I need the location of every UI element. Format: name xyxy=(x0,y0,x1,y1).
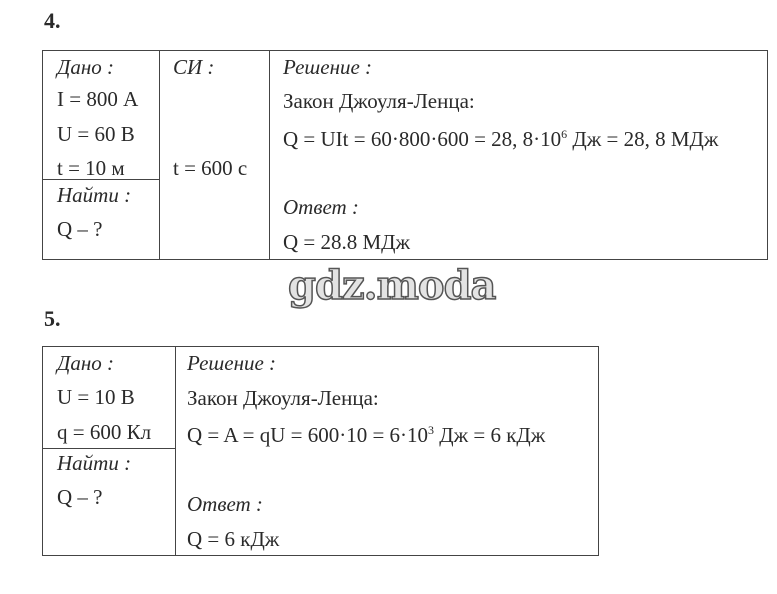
si-label: СИ : xyxy=(173,55,215,79)
solution-label: Решение : xyxy=(283,55,373,79)
given-item: I = 800 А xyxy=(57,87,139,111)
answer-label: Ответ : xyxy=(283,195,359,219)
answer-value: Q = 28.8 МДж xyxy=(283,230,411,254)
problem-4-number: 4. xyxy=(44,8,61,33)
divider xyxy=(269,51,270,259)
divider xyxy=(175,347,176,555)
formula xyxy=(283,128,718,150)
problem-5-number: 5. xyxy=(44,306,61,331)
given-label: Дано : xyxy=(57,55,115,79)
formula-main: Q = UIt = 60·800·600 = 28, 8·10 xyxy=(283,127,562,151)
problem-5-table xyxy=(42,346,599,556)
formula-result: Дж = 28, 8 МДж xyxy=(567,127,719,151)
formula-exponent: 6 xyxy=(561,127,568,141)
given-label: Дано : xyxy=(57,351,115,375)
watermark-logo: gdz.moda xyxy=(288,262,496,309)
given-item: q = 600 Кл xyxy=(57,420,152,444)
formula-result: Дж = 6 кДж xyxy=(434,423,546,447)
formula xyxy=(187,424,545,446)
given-item: U = 10 В xyxy=(57,385,135,409)
law-name: Закон Джоуля-Ленца: xyxy=(283,89,475,113)
law-name: Закон Джоуля-Ленца: xyxy=(187,386,379,410)
answer-value: Q = 6 кДж xyxy=(187,527,280,551)
formula-exponent: 3 xyxy=(428,423,435,437)
given-item: U = 60 В xyxy=(57,122,135,146)
find-label: Найти : xyxy=(57,451,132,475)
find-value: Q – ? xyxy=(57,485,103,509)
answer-label: Ответ : xyxy=(187,492,263,516)
find-value: Q – ? xyxy=(57,217,103,241)
find-label: Найти : xyxy=(57,183,132,207)
si-value: t = 600 с xyxy=(173,156,248,180)
solution-label: Решение : xyxy=(187,351,277,375)
formula-main: Q = A = qU = 600·10 = 6·10 xyxy=(187,423,429,447)
divider xyxy=(43,448,175,449)
given-item: t = 10 м xyxy=(57,156,125,180)
problem-4-table xyxy=(42,50,768,260)
divider xyxy=(159,51,160,259)
